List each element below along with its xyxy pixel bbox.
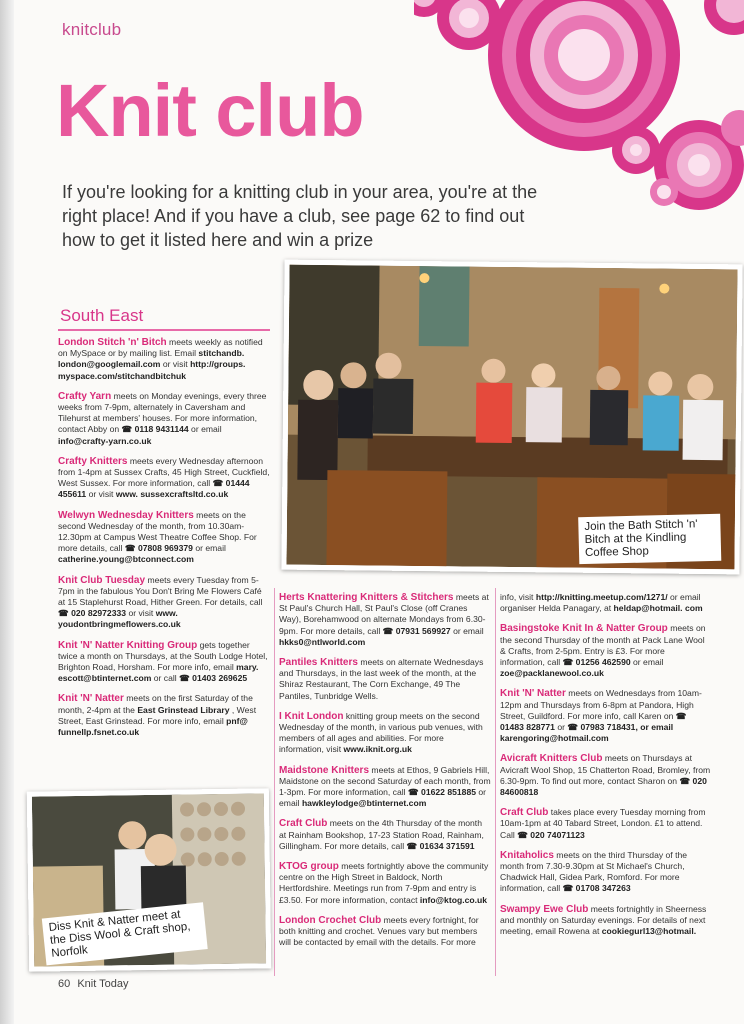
club-contact: ☎ 0118 9431144 bbox=[121, 424, 189, 435]
club-name: Knit 'N' Natter bbox=[500, 688, 566, 700]
club-contact: ☎ 020 74071123 bbox=[517, 829, 585, 840]
section-label: knitclub bbox=[62, 20, 122, 39]
club-name: Maidstone Knitters bbox=[279, 764, 370, 776]
club-description: meets on the 4th Thursday of the month at Rainham Bookshop, 17-23 Station Road, Rainham, Gillingham. For more details, call bbox=[279, 818, 484, 851]
club-contact: ☎ 01483 828771 bbox=[500, 710, 687, 733]
club-contact-secondary: www. sussexcraftsltd.co.uk bbox=[115, 489, 229, 500]
club-listing bbox=[279, 915, 491, 949]
club-photo-diss bbox=[27, 788, 271, 971]
club-listing bbox=[500, 807, 712, 841]
club-contact: East Grinstead Library bbox=[137, 704, 230, 715]
club-contact: cookiegurl13@hotmail. bbox=[601, 926, 697, 937]
club-name: I Knit London bbox=[279, 710, 344, 722]
column-divider bbox=[274, 588, 275, 976]
club-name: London Crochet Club bbox=[279, 914, 382, 926]
club-contact: ☎ 020 82972333 bbox=[58, 608, 127, 619]
club-listing bbox=[279, 861, 491, 906]
club-description: meets on alternate Wednesdays and Thursdays, in the last week of the month, at the Shiraz Restaurant, The Corn Exchange, 49 The Pantiles, Tunbridge Wells. bbox=[279, 657, 484, 701]
club-description-extra: or email bbox=[453, 625, 484, 636]
club-contact: stitchandb. london@googlemail.com bbox=[58, 348, 245, 370]
club-listing bbox=[58, 510, 270, 566]
club-description: meets at Ethos, 9 Gabriels Hill, Maidstone on the second Saturday of each month, from 1-3pm. For more information, call bbox=[279, 764, 491, 798]
club-description: meets on Monday evenings, every three weeks from 7-9pm, alternately in Caversham and Tilehurst at members' houses. For more information, contact Abby on bbox=[58, 390, 267, 435]
club-listing bbox=[58, 640, 270, 685]
club-name: Welwyn Wednesday Knitters bbox=[58, 509, 194, 521]
club-description: info, visit bbox=[500, 592, 534, 602]
club-name: Pantiles Knitters bbox=[279, 657, 358, 669]
club-name: Herts Knattering Knitters & Stitchers bbox=[279, 592, 454, 603]
listings-column-3 bbox=[500, 592, 712, 946]
club-name: London Stitch 'n' Bitch bbox=[58, 337, 167, 348]
photo-caption-small: Diss Knit & Natter meet at the Diss Wool & Craft shop, Norfolk bbox=[42, 902, 208, 965]
listings-column-1 bbox=[58, 337, 270, 747]
club-contact: ☎ 01256 462590 bbox=[562, 657, 631, 668]
club-description: meets on the second Thursday of the month at Pack Lane Wool & Crafts, from 2-5pm. Entry is £3. For more information, call bbox=[500, 623, 706, 668]
club-description: meets on the third Thursday of the month from 7.30-9.30pm at St Michael's Church, Chadwick Hall, Gidea Park, Romford. For more information, call bbox=[500, 849, 688, 894]
club-listing bbox=[500, 592, 712, 614]
intro-text: If you're looking for a knitting club in your area, you're at the right place! And if you have a club, see page 62 to find out how to get it listed here and win a prize bbox=[62, 182, 538, 250]
club-description-extra: or email organiser Helda Panagary, at bbox=[500, 592, 701, 614]
region-heading: South East bbox=[60, 306, 144, 325]
club-contact-secondary: info@crafty-yarn.co.uk bbox=[58, 435, 152, 446]
club-contact-secondary: hawkleylodge@btinternet.com bbox=[301, 798, 427, 809]
club-name: Knit Club Tuesday bbox=[58, 574, 146, 586]
club-contact: mary. escott@btinternet.com bbox=[58, 662, 259, 684]
club-name: Knit 'N' Natter Knitting Group bbox=[58, 639, 198, 651]
club-contact: ☎ 01634 371591 bbox=[406, 840, 475, 851]
club-description: meets on Thursdays at Avicraft Wool Shop, 15 Chatterton Road, Bromley, from 6.30-9pm. To find out more, contact Sharon on bbox=[500, 753, 711, 786]
club-contact: ☎ 07931 569927 bbox=[382, 625, 451, 636]
club-description-extra: or bbox=[557, 722, 566, 733]
club-description: meets every fortnight, for both knitting and crochet. Venues vary but members will be contacted by email with the details. For more bbox=[279, 914, 479, 948]
listings-column-2 bbox=[279, 592, 491, 957]
club-description: meets every Wednesday afternoon from 1-4pm at Sussex Crafts, 45 High Street, Cuckfield, West Sussex. For more information, call bbox=[58, 455, 270, 489]
club-listing bbox=[279, 657, 491, 702]
club-contact: ☎ 01708 347263 bbox=[562, 883, 631, 894]
club-listing bbox=[500, 623, 712, 679]
club-name: Crafty Knitters bbox=[58, 455, 128, 467]
club-listing bbox=[58, 693, 270, 738]
page-number: 60 bbox=[58, 978, 71, 990]
club-description: meets on Wednesdays from 10am-12pm and Thursdays from 6-8pm at Pandora, High Street, Guildford. For more info, call Karen on bbox=[500, 688, 702, 721]
club-description: meets on the first Saturday of the month, 2-4pm at the bbox=[58, 693, 253, 715]
club-name: Craft Club bbox=[279, 818, 328, 830]
club-listing bbox=[58, 337, 270, 382]
club-contact: ☎ 07808 969379 bbox=[124, 543, 193, 554]
club-listing bbox=[58, 575, 270, 631]
club-description-extra: or visit bbox=[162, 359, 188, 370]
club-description-extra: or email bbox=[633, 657, 664, 668]
club-listing bbox=[500, 688, 712, 744]
club-contact-secondary: ☎ 07983 718431, or email karengoring@hotmail.com bbox=[500, 722, 674, 744]
club-listing bbox=[279, 765, 491, 810]
club-contact: info@ktog.co.uk bbox=[419, 894, 488, 905]
club-listing bbox=[279, 711, 491, 756]
club-listing bbox=[500, 850, 712, 895]
club-description: meets every Tuesday from 5-7pm in the fabulous You Don't Bring Me Flowers Café at 15 Staplehurst Road, Hither Green. For details, call bbox=[58, 574, 263, 608]
club-name: Knitaholics bbox=[500, 849, 554, 861]
club-name: Knit 'N' Natter bbox=[58, 693, 124, 705]
club-name: Basingstoke Knit In & Natter Group bbox=[500, 623, 668, 635]
club-contact: http://knitting.meetup.com/1271/ bbox=[535, 592, 668, 602]
club-contact-secondary: pnf@ funnellp.fsnet.co.uk bbox=[58, 715, 248, 738]
club-contact-secondary: hkks0@ntlworld.com bbox=[279, 636, 366, 647]
club-description: meets fortnightly above the community centre on the High Street in Baldock, North Hertfordshire. Meetings run from 7-9pm and entry is £3.50. For more information, contact bbox=[279, 861, 489, 905]
club-listing bbox=[500, 753, 712, 798]
club-description-extra: or visit bbox=[128, 608, 154, 619]
club-contact-secondary: heldap@hotmail. com bbox=[613, 603, 703, 614]
club-contact: ☎ 020 84600818 bbox=[500, 775, 707, 798]
club-description-extra: or visit bbox=[88, 489, 114, 500]
club-description-extra: or email bbox=[195, 543, 226, 554]
club-description: gets together twice a month on Thursdays, at the South Lodge Hotel, Brighton Road, Horsham. For more info, email bbox=[58, 639, 268, 673]
club-contact-secondary: catherine.young@btconnect.com bbox=[58, 554, 194, 565]
club-listing bbox=[279, 818, 491, 852]
club-description: meets weekly as notified on MySpace or by mailing list. Email bbox=[58, 337, 263, 359]
club-name: Craft Club bbox=[500, 807, 549, 819]
club-contact: ☎ 01622 851885 bbox=[407, 787, 477, 798]
page-title: Knit club bbox=[56, 69, 364, 152]
magazine-name: Knit Today bbox=[77, 978, 129, 990]
club-listing bbox=[500, 904, 712, 938]
page-footer bbox=[58, 978, 128, 990]
club-description: meets at St Paul's Church Hall, St Paul's Close (off Cranes Way), Borehamwood on alternate Mondays from 6.30-9pm. For more details, call bbox=[279, 592, 489, 636]
club-description: knitting group meets on the second Wednesday of the month, in various pub venues, with members of all ages and abilities. For more information, visit bbox=[279, 710, 483, 755]
club-description-extra: , West Street, East Grinstead. For more info, email bbox=[58, 704, 257, 726]
club-contact-secondary: www. youdontbringmeflowers.co.uk bbox=[58, 608, 181, 630]
club-name: Crafty Yarn bbox=[58, 390, 112, 402]
club-photo-bath bbox=[281, 260, 742, 575]
page-spine-shadow bbox=[0, 0, 14, 1024]
club-contact-secondary: ☎ 01403 269625 bbox=[179, 673, 248, 684]
column-divider bbox=[495, 588, 496, 976]
club-listing bbox=[58, 456, 270, 501]
club-description: takes place every Tuesday morning from 10am-1pm at 40 Tabard Street, London. £1 to attend. Call bbox=[500, 807, 706, 840]
club-name: Swampy Ewe Club bbox=[500, 903, 589, 915]
region-underline bbox=[58, 329, 270, 331]
club-contact: ☎ 01444 455611 bbox=[58, 478, 250, 500]
club-contact: www.iknit.org.uk bbox=[343, 744, 412, 755]
club-description: meets on the second Wednesday of the month, from 10.30am-12.30pm at Campus West Theatre Coffee Shop. For more details, call bbox=[58, 509, 257, 554]
club-description-extra: or call bbox=[153, 673, 177, 684]
club-listing bbox=[58, 391, 270, 447]
club-listing bbox=[279, 592, 491, 648]
club-description-extra: or email bbox=[279, 787, 487, 809]
club-description-extra: or email bbox=[191, 424, 222, 435]
club-description: meets fortnightly in Sheerness and monthly on Saturday evenings. For details of next meeting, email Rowena at bbox=[500, 903, 707, 937]
club-name: Avicraft Knitters Club bbox=[500, 753, 603, 765]
club-contact-secondary: zoe@packlanewool.co.uk bbox=[500, 668, 604, 679]
photo-caption-main: Join the Bath Stitch 'n' Bitch at the Kindling Coffee Shop bbox=[578, 514, 721, 564]
club-contact-secondary: http://groups. myspace.com/stitchandbitchuk bbox=[58, 359, 246, 381]
club-name: KTOG group bbox=[279, 861, 339, 873]
